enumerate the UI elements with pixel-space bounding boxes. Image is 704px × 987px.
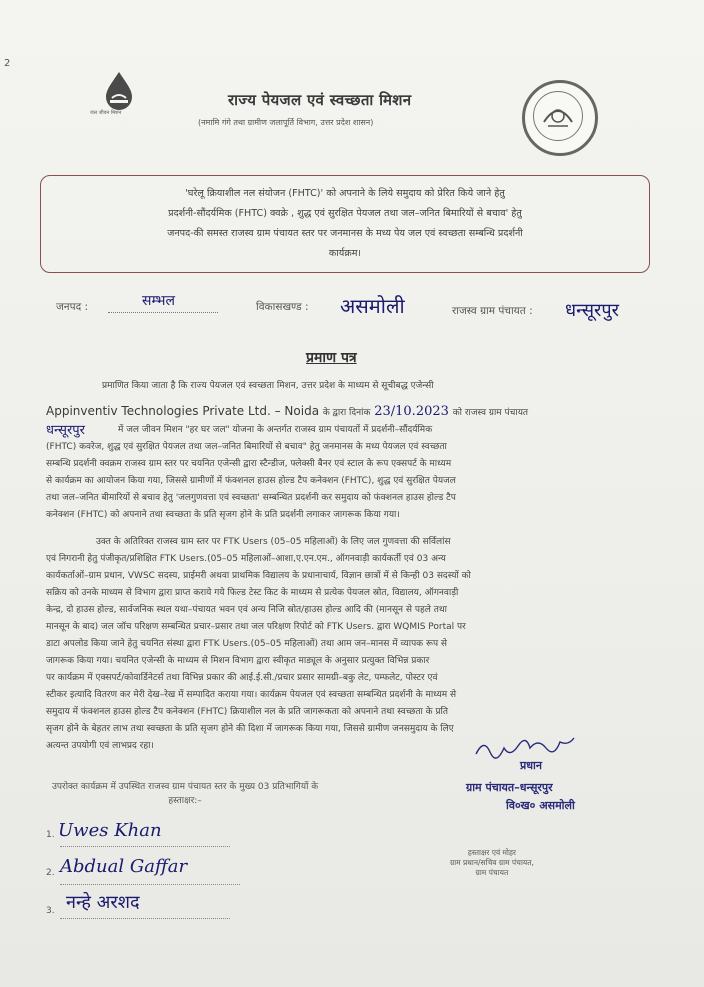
signature-block-line-1: हस्ताक्षर एवं मोहर [467,848,517,857]
participant-number: 2. [46,868,55,878]
logo-caption: जल जीवन मिशन [90,110,122,116]
signature-block-line-3: ग्राम पंचायत [475,868,509,877]
government-seal [522,80,598,156]
participant-row [46,906,55,916]
para2-line-8: जागरूक किया गया। चयनित एजेन्सी के माध्यम से मिशन विभाग द्वारा स्वीकृत माड्यूल के अनुसार प्रत्युक्त विभिन्न प्रकार [46,656,430,666]
participant-row [46,830,55,840]
para2-line-7: डाटा अपलोड किया जाने हेतु चयनित संस्था द्वारा FTK Users.(05–05 महिलाओं) तथा आम जन–मानस में व्यापक रूप से [46,639,448,649]
stamp-line-1: प्रधान [520,759,542,772]
janpad-dotted-line [108,312,218,313]
para1-line-4: से कार्यक्रम का आयोजन किया गया, जिससे ग्रामीणों में फंक्शनल हाउस होल्ड टैप कनेक्शन (FHTC), शुद्ध एवं सुरक्षित पेयजल [46,476,456,486]
page-subtitle: (नमामि गंगे तथा ग्रामीण जलापूर्ति विभाग, उत्तर प्रदेश शासन) [198,118,374,127]
pradhan-stamp [456,748,646,818]
para2-line-11: समुदाय में फंक्शनल हाउस होल्ड टैप कनेक्शन (FHTC) क्रियाशील नल के प्रति जागरूकता को अपनाने तथा स्वच्छता के प्रति [46,707,448,717]
seal-emblem [533,91,583,141]
para1-line-2: (FHTC) कवरेज, शुद्ध एवं सुरक्षित पेयजल तथा जल–जनित बिमारियों से बचाव" हेतु जनमानस के मध्य पेयजल एवं स्वच्छता [46,442,447,452]
gram-panchayat-value: धन्सूरपुर [565,300,619,321]
date-suffix: को राजस्व ग्राम पंचायत [452,408,529,418]
para2-line-5: केन्द्र, दो हाउस होल्ड, सार्वजनिक स्थल यथा–पंचायत भवन एवं अन्य निजि स्रोत/हाउस होल्ड आदि की (मानसून से पहले तथा [46,605,447,615]
para2-line-9: पर कार्यक्रम में एक्सपर्ट/कोवार्डिनेटर्स तथा विभिन्न प्रकार की आई.ई.सी./प्रचार प्रसार सामग्री–बकु लेट, पम्फलेट, पोस्टर एवं [46,673,438,683]
participant-signature: Uwes Khan [58,820,162,841]
para2-line-2: एवं निगरानी हेतु पंजीकृत/प्रशिक्षित FTK Users.(05–05 महिलाओं–आशा,ए.एन.एम., ऑगनवाड़ी कार्यकर्ती एवं 03 अन्य [46,554,446,564]
para1-line-5: तथा जल–जनित बीमारियों से बचाव हेतु 'जलगुणवत्ता एवं स्वच्छता' सम्बन्धित प्रदर्शनी कर समुदाय को फंक्शनल हाउस होल्ड टैप [46,493,456,503]
gram-panchayat-label: राजस्व ग्राम पंचायत : [452,305,533,317]
signature-line [60,846,230,847]
para2-line-6: मानसून के बाद) जल जॉच परिक्षण सम्बन्धित प्रचार–प्रसार तथा जल परिक्षण रिपोर्ट को FTK Users. द्वारा WQMIS Portal पर [46,622,466,632]
participant-number: 1. [46,830,55,840]
date-prefix: के द्वारा दिनांक [322,408,371,418]
certificate-intro: प्रमाणित किया जाता है कि राज्य पेयजल एवं स्वच्छता मिशन, उत्तर प्रदेश के माध्यम से सूचीबद्ध एजेन्सी [102,381,434,391]
para1-line-3: सम्बन्धि प्रदर्शनी क्वक्रम राजस्व ग्राम स्तर पर चयनित एजेन्सी द्वारा स्टैन्डीज, फ्लेक्सी बैनर एवं स्टाल के रूप एक्सपर्ट के माध्यम [46,459,452,469]
attendance-intro-line-1: उपरोक्त कार्यक्रम में उपस्थित राजस्व ग्राम पंचायत स्तर के मुख्य 03 प्रतिभागियों के [52,782,319,792]
banner-line-2: प्रदर्शनी-सौंदर्यमिक (FHTC) क्वक्रे , शुद्ध एवं सुरक्षित पेयजल तथा जल–जनित बिमारियों से बचाव' हेतु [168,208,522,219]
event-date: 23/10.2023 [374,404,449,419]
attendance-intro [52,780,318,808]
para2-line-12: सृजग होने के बेहतर लाभ तथा स्वच्छता के प्रति सृजग होने की दिशा में जागरूक किया गया, जिससे ग्रामीण जनसमुदाय के लिए [46,724,454,734]
signature-block-line-2: ग्राम प्रधान/सचिव ग्राम पंचायत, [450,858,534,867]
para2-line-4: सक्रिय को उनके माध्यम से विभाग द्वारा प्राप्त कराये गये फिल्ड टेस्ट किट के माध्यम से प्रत्येक पेयजल स्रोत, विद्यालय, ऑगनवाड़ी [46,588,459,598]
attendance-intro-line-2: हस्ताक्षर:– [168,796,202,806]
page-title: राज्य पेयजल एवं स्वच्छता मिशन [228,91,412,109]
participant-number: 3. [46,906,55,916]
janpad-label: जनपद : [56,301,89,313]
vikaskhand-value: असमोली [340,294,405,318]
company-name: Appinventiv Technologies Private Ltd. – Noida [46,404,320,418]
signature-line [60,918,230,919]
stamp-line-3: वि०ख० असमोली [506,799,575,812]
para2-line-10: स्टीकर इत्यादि वितरण कर मेरी देख–रेख में सम्पादित कराया गया। कार्यक्रम पेयजल एवं स्वच्छता सम्बन्धित प्रदर्शनी के माध्यम से [46,690,457,700]
para2-line-3: कार्यकर्ताओं–ग्राम प्रधान, VWSC सदस्य, प्राईमरी अथवा प्राथमिक विद्यालय के प्रधानाचार्य, विज्ञान छात्रों में से किन्ही 03 सदस्यों को [46,571,471,581]
participant-signature: Abdual Gaffar [60,856,188,877]
banner-line-1: 'घरेलू क्रियाशील नल संयोजन (FHTC)' को अपनाने के लिये समुदाय को प्रेरित किये जाने हेतु [185,188,505,199]
participant-row [46,868,55,878]
certificate-heading: प्रमाण पत्र [306,350,357,366]
janpad-value: सम्भल [142,293,175,309]
banner-line-4: कार्यक्रम। [328,248,362,259]
para1-line-1: में जल जीवन मिशन "हर घर जल" योजना के अन्तर्गत राजस्व ग्राम पंचायतों में प्रदर्शनी–सौंदर्यमिक [118,425,433,435]
vikaskhand-label: विकासखण्ड : [256,301,309,313]
stamp-line-2: ग्राम पंचायत–धन्सूरपुर [466,781,553,794]
para2-line-1: उक्त के अतिरिक्त राजस्व ग्राम स्तर पर FTK Users (05–05 महिलाओं) के लिए जल गुणवत्ता की सर्विलांस [96,537,451,547]
program-banner [40,175,650,273]
para1-line-6: कनेक्शन (FHTC) को अपनाने तथा स्वच्छता के प्रति सृजग होने के प्रति प्रदर्शनी लगाकर जागरूक किया गया। [46,510,400,520]
signature-line [60,884,240,885]
participant-signature: नन्हे अरशद [66,892,140,913]
signature-block [450,848,534,878]
banner-line-3: जनपद-की समस्त राजस्व ग्राम पंचायत स्तर पर जनमानस के मध्य पेय जल एवं स्वच्छता सम्बन्धि प्रदर्शनी [167,228,523,239]
para2-line-13: अत्यन्त उपयोगी एवं लाभप्रद रहा। [46,741,154,751]
jal-jeevan-mission-logo [90,70,142,126]
page-number: 2 [4,58,11,69]
gram-panchayat-handwritten: धन्सूरपुर [46,423,85,438]
company-name-line [46,404,528,419]
